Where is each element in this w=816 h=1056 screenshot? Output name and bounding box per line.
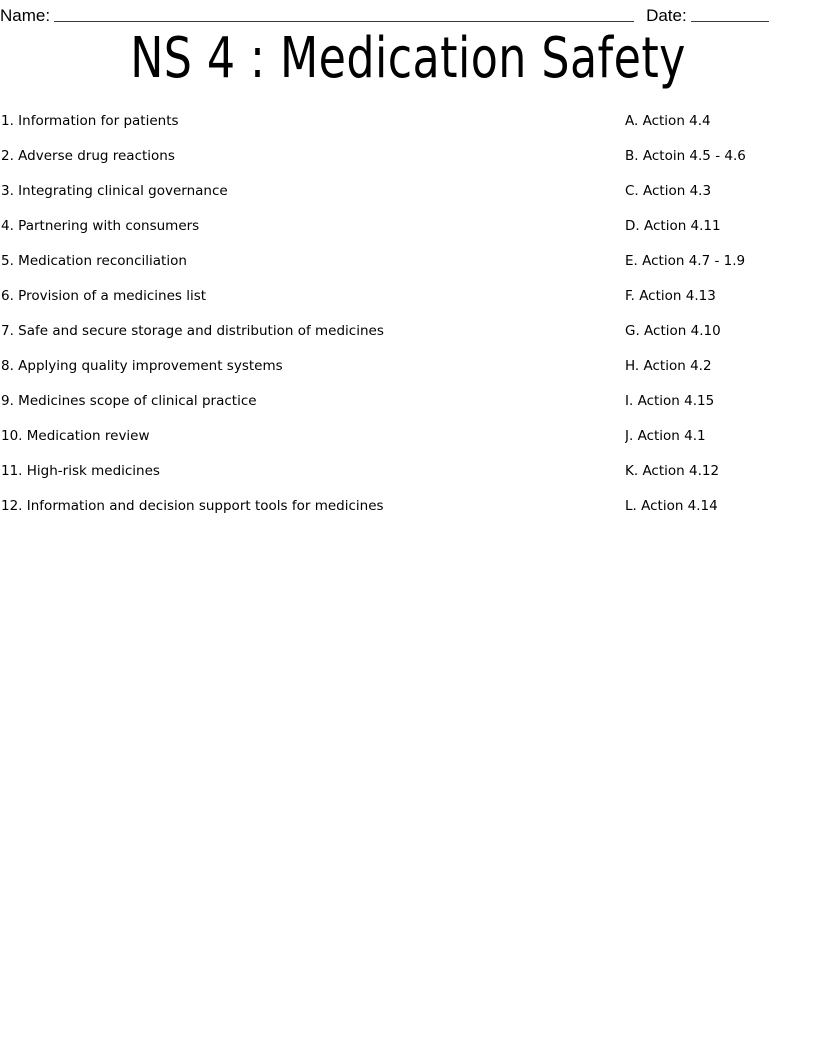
list-item[interactable] [1,104,601,139]
answer-label: Action 4.3 [643,183,712,199]
item-marker: 9. [1,393,19,409]
item-label: Information and decision support tools for medicines [26,498,384,514]
list-item[interactable] [625,244,815,279]
item-label: Safe and secure storage and distribution of medicines [18,323,384,339]
list-item[interactable] [625,104,815,139]
answer-label: Action 4.1 [637,428,706,444]
answer-marker: A. [625,113,643,129]
answer-marker: C. [625,183,644,199]
answer-label: Action 4.11 [643,218,721,234]
item-label: Integrating clinical governance [18,183,228,199]
list-item[interactable] [1,244,601,279]
answer-marker: B. [625,148,643,164]
answer-marker: E. [625,253,643,269]
item-label: Partnering with consumers [18,218,200,234]
answer-label: Action 4.15 [637,393,715,409]
list-item[interactable] [625,139,815,174]
list-item[interactable] [625,279,815,314]
page-title: NS 4 : Medication Safety [130,26,686,91]
answer-marker: H. [625,358,644,374]
item-marker: 10. [1,428,27,444]
answer-marker: K. [625,463,643,479]
item-marker: 11. [1,463,27,479]
list-item[interactable] [1,489,601,524]
item-marker: 6. [1,288,19,304]
answer-marker: L. [625,498,642,514]
item-marker: 7. [1,323,19,339]
answer-label: Action 4.13 [639,288,716,304]
list-item[interactable] [625,209,815,244]
list-item[interactable] [1,279,601,314]
date-label: Date: [646,6,687,25]
item-label: Applying quality improvement systems [18,358,283,374]
name-write-in-line[interactable] [54,21,634,22]
answer-label: Actoin 4.5 - 4.6 [642,148,746,164]
item-label: Medication review [26,428,150,444]
item-marker: 1. [1,113,19,129]
list-item[interactable] [625,174,815,209]
item-label: Medicines scope of clinical practice [18,393,257,409]
list-item[interactable] [1,384,601,419]
item-marker: 4. [1,218,19,234]
list-item[interactable] [625,489,815,524]
item-label: Provision of a medicines list [18,288,207,304]
list-item[interactable] [625,349,815,384]
list-item[interactable] [625,454,815,489]
item-marker: 8. [1,358,19,374]
item-marker: 2. [1,148,19,164]
list-item[interactable] [1,139,601,174]
answer-label: Action 4.4 [642,113,711,129]
item-label: Information for patients [18,113,179,129]
list-item[interactable] [1,349,601,384]
list-item[interactable] [625,419,815,454]
date-write-in-line[interactable] [691,21,769,22]
item-label: Medication reconciliation [18,253,187,269]
answer-marker: I. [625,393,638,409]
item-marker: 5. [1,253,19,269]
answer-label: Action 4.12 [642,463,720,479]
item-label: Adverse drug reactions [18,148,175,164]
answer-label: Action 4.14 [641,498,718,514]
item-marker: 12. [1,498,27,514]
answer-marker: G. [625,323,645,339]
item-marker: 3. [1,183,19,199]
list-item[interactable] [625,314,815,349]
name-label: Name: [0,6,51,25]
question-column [1,104,601,524]
worksheet-header [0,0,816,26]
list-item[interactable] [1,314,601,349]
answer-marker: D. [625,218,644,234]
list-item[interactable] [1,454,601,489]
item-label: High-risk medicines [26,463,160,479]
answer-marker: F. [625,288,640,304]
answer-column [625,104,815,524]
list-item[interactable] [1,174,601,209]
list-item[interactable] [625,384,815,419]
answer-marker: J. [625,428,638,444]
list-item[interactable] [1,209,601,244]
answer-label: Action 4.2 [643,358,712,374]
answer-label: Action 4.10 [644,323,721,339]
answer-label: Action 4.7 - 1.9 [642,253,746,269]
list-item[interactable] [1,419,601,454]
